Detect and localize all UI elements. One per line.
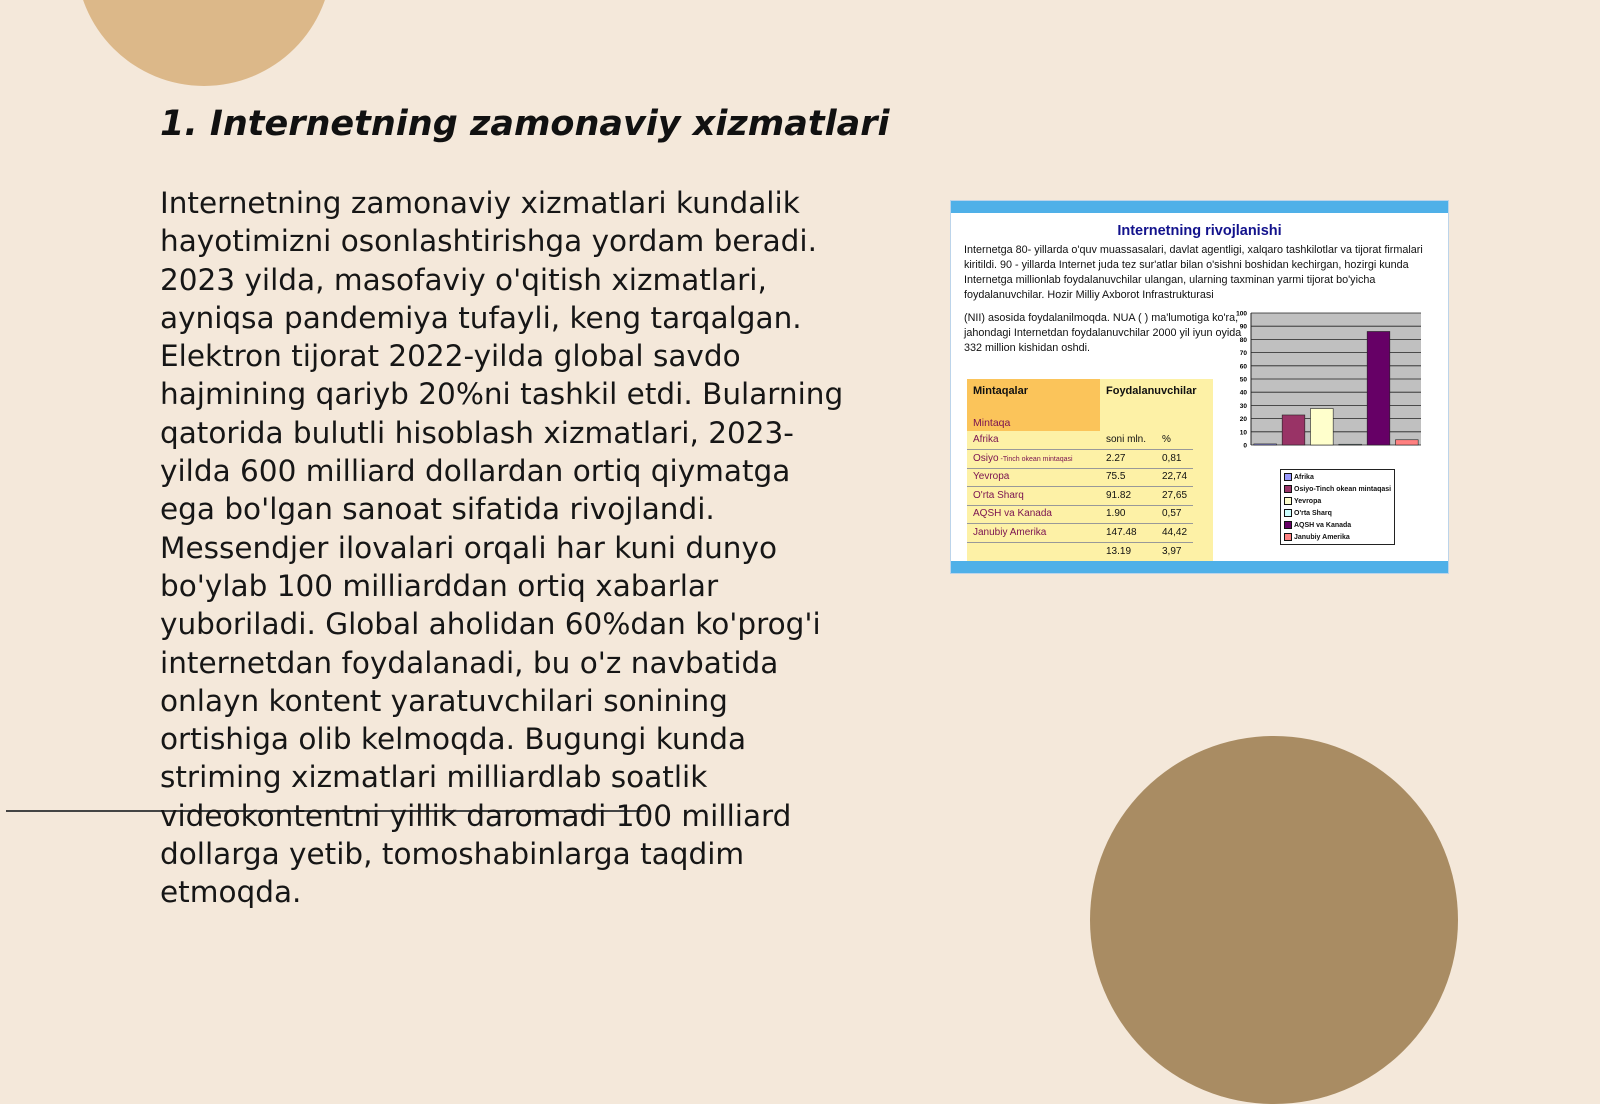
y-tick-label: 20 [1239,416,1247,424]
legend-label: Yevropa [1294,498,1322,505]
legend-swatch [1284,497,1292,505]
image-intro-text: Internetga 80- yillarda o'quv muassasalari, davlat agentligi, xalqaro tashkilotlar va tijorat firmalari kiritildi. 90 - yillarda Internet juda tez sur'atlar bilan o'sishni boshidan kechirgan, hozirgi kunda Internetga millionlab foydalanuvchilar ulangan, ularning taxminan yarmi tijorat bo'yicha foydalanuvchilar. Hozir Milliy Axborot Infrastrukturasi [964,244,1423,301]
slide-top-bar [951,201,1448,213]
table-cell-count: 91.82 [1106,489,1132,501]
table-cell-percent: 44,42 [1162,527,1188,538]
y-tick-label: 100 [1236,310,1247,318]
y-tick-label: 10 [1239,429,1247,437]
table-row [967,468,1193,487]
chart-legend [1280,469,1395,545]
legend-item [1284,532,1391,544]
decorative-circle-top [76,0,332,86]
legend-label: Janubiy Amerika [1294,534,1350,541]
y-tick-label: 40 [1239,389,1247,397]
decorative-circle-bottom [1090,736,1458,1104]
y-tick-label: 50 [1239,376,1247,384]
slide-title: 1. Internetning zamonaviy xizmatlari [160,104,890,144]
y-tick-label: 30 [1239,402,1247,410]
legend-label: O'rta Sharq [1294,510,1332,517]
table-cell-percent: 0,81 [1162,452,1182,464]
bar [1367,331,1390,445]
legend-item [1284,472,1391,484]
slide-bottom-bar [951,561,1448,573]
legend-swatch [1284,533,1292,541]
bar [1339,444,1362,445]
table-cell-region: Yevropa [973,471,1010,483]
table-cell-count: 13.19 [1106,545,1132,557]
users-bar-chart [1233,309,1429,459]
embedded-slide-image [950,200,1449,574]
table-col-users: Foydalanuvchilar [1106,385,1197,397]
table-cell-region: Osiyo -Tinch okean mintaqasi [973,452,1073,464]
y-tick-label: 90 [1239,323,1247,331]
table-row [967,487,1193,506]
table-cell-count: 75.5 [1106,471,1126,483]
y-tick-label: 80 [1239,336,1247,344]
table-cell-percent: 27,65 [1162,489,1188,501]
bar [1282,415,1305,445]
table-col-regions: Mintaqalar [973,385,1029,397]
legend-swatch [1284,521,1292,529]
image-title: Internetning rivojlanishi [1117,223,1282,239]
legend-swatch [1284,485,1292,493]
legend-label: AQSH va Kanada [1294,522,1352,529]
table-row [967,450,1193,469]
table-cell-percent: % [1162,434,1171,445]
y-tick-label: 0 [1243,442,1247,450]
legend-swatch [1284,473,1292,481]
table-cell-region: Afrika [973,434,999,445]
bar [1311,409,1334,445]
table-row [967,543,1193,562]
table-cell-count: 2.27 [1106,452,1126,464]
bar [1396,440,1419,445]
slide-body-text: Internetning zamonaviy xizmatlari kundalik hayotimizni osonlashtirishga yordam beradi. 2023 yilda, masofaviy o'qitish xizmatlari, ayniqsa pandemiya tufayli, keng tarqalgan. Elektron tijorat 2022-yilda global savdo hajmining qariyb 20%ni tashkil etdi. Bularning qatorida bulutli hisoblash xizmatlari, 2023-yilda 600 milliard dollardan ortiq qiymatga ega bo'lgan sanoat sifatida rivojlandi. Messendjer ilovalari orqali har kuni dunyo bo'ylab 100 milliarddan ortiq xabarlar yuboriladi. Global aholidan 60%dan ko'prog'i internetdan foydalanadi, bu o'z navbatida onlayn kontent yaratuvchilari sonining ortishiga olib kelmoqda. Bugungi kunda striming xizmatlari milliardlab soatlik videokontentni yillik daromadi 100 milliard dollarga yetib, tomoshabinlarga taqdim etmoqda. [160,186,844,910]
table-cell-count: soni mln. [1106,434,1147,445]
table-row [967,505,1193,524]
legend-item [1284,496,1391,508]
table-cell-region: AQSH va Kanada [973,508,1052,520]
legend-item [1284,484,1391,496]
table-cell-percent: 22,74 [1162,471,1188,483]
legend-item [1284,520,1391,532]
table-cell-percent: 0,57 [1162,508,1182,520]
table-cell-count: 147.48 [1106,527,1137,538]
legend-swatch [1284,509,1292,517]
table-row [967,431,1193,450]
y-tick-label: 60 [1239,363,1247,371]
table-cell-percent: 3,97 [1162,545,1182,557]
bar [1254,444,1277,445]
legend-item [1284,508,1391,520]
image-note-text: (NII) asosida foydalanilmoqda. NUA ( ) ma'lumotiga ko'ra, jahondagi Internetdan foydalanuvchilar 2000 yil iyun oyida 332 million kishidan oshdi. [964,312,1242,354]
table-subheader-region: Mintaqa [973,417,1011,429]
table-cell-region: O'rta Sharq [973,489,1024,501]
table-cell-region: Janubiy Amerika [973,527,1047,538]
y-tick-label: 70 [1239,350,1247,358]
table-row [967,524,1193,543]
legend-label: Osiyo-Tinch okean mintaqasi [1294,486,1392,493]
table-cell-count: 1.90 [1106,508,1126,520]
legend-label: Afrika [1294,474,1314,481]
